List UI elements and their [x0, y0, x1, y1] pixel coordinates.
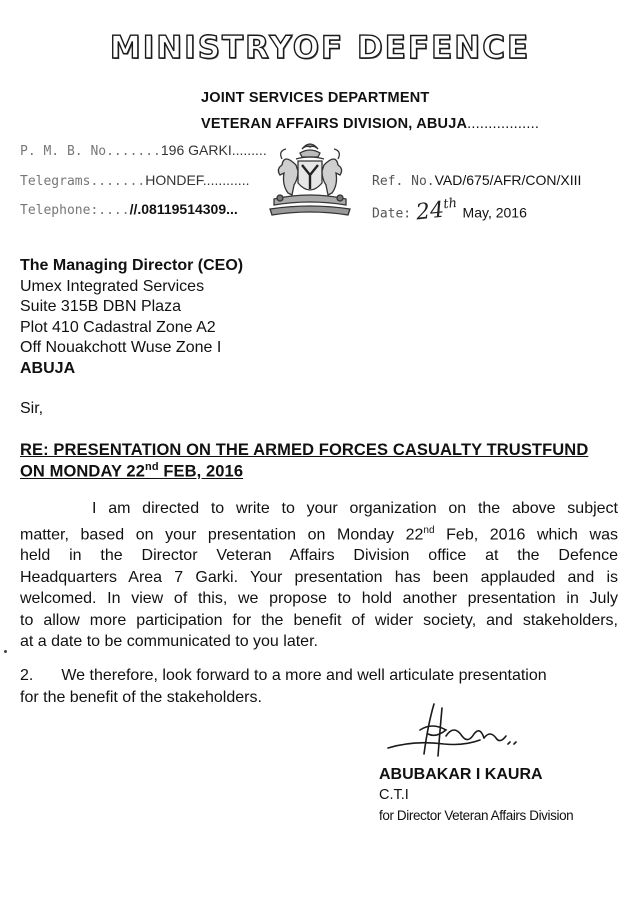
date-label: Date: — [372, 206, 412, 222]
p1-line5: welcomed. In view of this, we propose to hold another presentation in July — [20, 590, 618, 608]
department-title: JOINT SERVICES DEPARTMENT — [201, 90, 430, 106]
recipient-title: The Managing Director (CEO) — [20, 257, 244, 274]
subject-line2 — [20, 461, 243, 482]
telephone-label: Telephone:.... — [20, 203, 130, 218]
date-day: 24 — [414, 197, 446, 226]
division-name: VETERAN AFFAIRS DIVISION, ABUJA — [201, 116, 468, 132]
telegrams-value: HONDEF............ — [145, 172, 250, 188]
signatory-name: ABUBAKAR I KAURA — [379, 766, 543, 783]
coat-of-arms-icon — [262, 135, 358, 220]
salutation: Sir, — [20, 400, 44, 417]
paragraph-2 — [20, 665, 618, 708]
paragraph-1 — [20, 498, 618, 653]
recipient-address — [20, 256, 243, 379]
recipient-line4: Off Nouakchott Wuse Zone I — [20, 339, 222, 356]
p1-line7: at a date to be communicated to you later. — [20, 633, 318, 651]
pmb-value: 196 GARKI......... — [160, 142, 267, 158]
recipient-line1: Umex Integrated Services — [20, 277, 205, 295]
p1-line1: I am directed to write to your organization on the above subject — [92, 500, 618, 517]
signatory-rank: C.T.I — [379, 787, 409, 803]
telephone-value: //.08119514309... — [129, 201, 238, 217]
ref-label: Ref. No. — [372, 174, 435, 189]
subject-line1: RE: PRESENTATION ON THE ARMED FORCES CASUALTY TRUSTFUND — [20, 441, 589, 459]
date-line — [372, 195, 527, 226]
recipient-line3: Plot 410 Cadastral Zone A2 — [20, 318, 216, 336]
division-trail: ................. — [467, 116, 540, 132]
subject-line2-sup: nd — [145, 461, 159, 473]
scan-mark — [4, 650, 7, 653]
ref-line — [372, 172, 581, 189]
signatory-for-line: for Director Veteran Affairs Division — [379, 808, 574, 823]
p1-line3: held in the Director Veteran Affairs Division office at the Defence — [20, 547, 618, 565]
telegrams-label: Telegrams....... — [20, 174, 146, 189]
signature-scribble — [384, 700, 524, 762]
p2-line1-text: We therefore, look forward to a more and well articulate presentation — [61, 667, 547, 684]
p1-line2-sup: nd — [423, 524, 435, 536]
telephone-line — [20, 201, 238, 218]
p2-line1 — [20, 665, 618, 687]
date-rest: May, 2016 — [462, 204, 527, 221]
date-suffix: th — [442, 195, 458, 213]
division-title — [201, 116, 539, 132]
subject-line2-b: FEB, 2016 — [158, 462, 244, 481]
recipient-line2: Suite 315B DBN Plaza — [20, 298, 181, 315]
p2-line2: for the benefit of the stakeholders. — [20, 688, 262, 706]
pmb-line — [20, 142, 267, 159]
ref-value: VAD/675/AFR/CON/XIII — [434, 172, 582, 188]
p2-number: 2. — [20, 667, 34, 684]
date-day-handwritten — [415, 196, 459, 226]
telegrams-line — [20, 172, 249, 189]
p1-line2-b: Feb, 2016 which was — [434, 525, 618, 543]
p1-line2-a: matter, based on your presentation on Monday 22 — [20, 525, 424, 543]
p1-line2 — [20, 520, 618, 546]
ministry-title: MINISTRYOF DEFENCE — [109, 30, 531, 66]
p1-line4: Headquarters Area 7 Garki. Your presentation has been applauded and is — [20, 568, 618, 586]
p1-line6: to allow more participation for the benefit of wider society, and stakeholders, — [20, 611, 618, 629]
pmb-label: P. M. B. No....... — [20, 144, 161, 159]
subject-line2-a: ON MONDAY 22 — [20, 462, 145, 481]
recipient-city: ABUJA — [20, 359, 76, 377]
